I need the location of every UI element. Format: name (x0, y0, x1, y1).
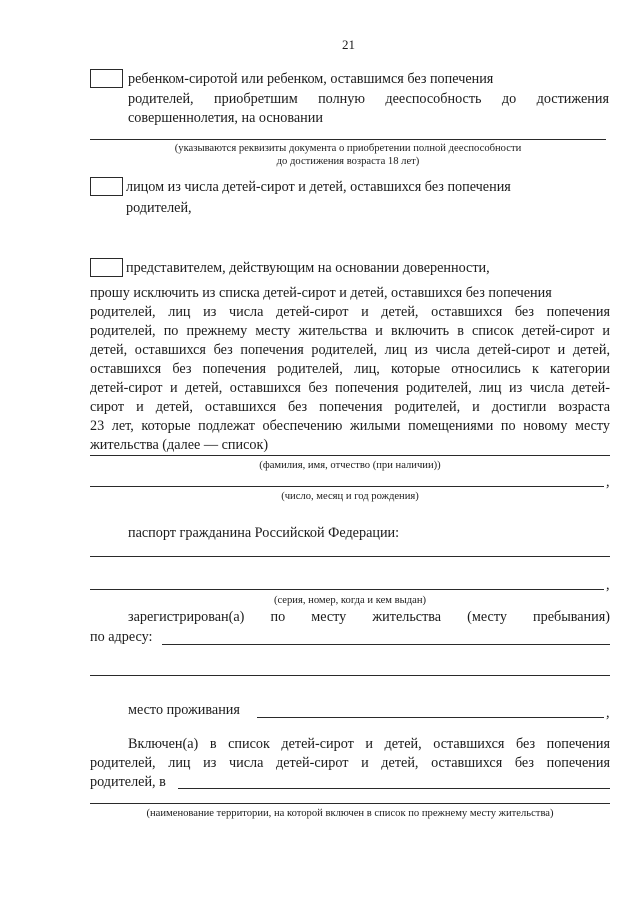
registration-line-1: зарегистрирован(а) по месту жительства (месту пребывания) (128, 609, 610, 625)
request-line-3: родителей, по прежнему месту жительства и включить в список детей-сирот и (90, 323, 610, 339)
birth-date-comma: , (606, 474, 610, 490)
passport-label: паспорт гражданина Российской Федерации: (128, 525, 400, 541)
full-name-field[interactable] (90, 455, 610, 456)
request-line-4: детей, оставшихся без попечения родителей, лиц из числа детей-сирот и детей, (90, 342, 610, 358)
option1-line-3: совершеннолетия, на основании (128, 110, 323, 126)
request-line-9: жительства (далее — список) (90, 437, 269, 453)
passport-field-line-2[interactable] (90, 589, 604, 590)
registration-label: по адресу: (90, 629, 153, 645)
birth-date-caption: (число, месяц и год рождения) (281, 491, 419, 502)
included-line-2: родителей, лиц из числа детей-сирот и детей, оставшихся без попечения (90, 755, 610, 771)
residence-comma: , (606, 705, 610, 721)
option1-checkbox[interactable] (90, 69, 123, 88)
request-line-7: сирот и детей, оставшихся без попечения родителей, и достигли возраста (90, 399, 610, 415)
request-line-5: оставшихся без попечения родителей, лиц, которые относились к категории (90, 361, 610, 377)
territory-caption: (наименование территории, на которой включен в список по прежнему месту жительства) (146, 808, 554, 819)
territory-field-1[interactable] (178, 788, 610, 789)
registration-address-field-1[interactable] (162, 644, 610, 645)
request-line-2: родителей, лиц из числа детей-сирот и детей, оставшихся без попечения (90, 304, 610, 320)
option3-checkbox[interactable] (90, 258, 123, 277)
option1-caption-1: (указываются реквизиты документа о приобретении полной дееспособности (174, 143, 522, 154)
page-number: 21 (342, 37, 355, 52)
full-name-caption: (фамилия, имя, отчество (при наличии)) (259, 460, 441, 471)
option3-line-1: представителем, действующим на основании доверенности, (126, 260, 490, 276)
residence-label: место проживания (128, 702, 240, 718)
option1-line-2: родителей, приобретшим полную дееспособность до достижения (128, 91, 609, 107)
option1-caption-2: до достижения возраста 18 лет) (276, 156, 420, 167)
birth-date-field[interactable] (90, 486, 604, 487)
passport-comma: , (606, 577, 610, 593)
registration-address-field-2[interactable] (90, 675, 610, 676)
option1-document-field[interactable] (90, 139, 606, 140)
option2-line-1: лицом из числа детей-сирот и детей, оставшихся без попечения (126, 179, 511, 195)
option1-line-1: ребенком-сиротой или ребенком, оставшимся без попечения (128, 71, 494, 87)
request-line-6: детей-сирот и детей, оставшихся без попечения родителей, лиц из числа детей- (90, 380, 610, 396)
passport-field-line-1[interactable] (90, 556, 610, 557)
included-line-1: Включен(а) в список детей-сирот и детей, оставшихся без попечения (128, 736, 610, 752)
passport-caption: (серия, номер, когда и кем выдан) (273, 595, 427, 606)
request-line-8: 23 лет, которые подлежат обеспечению жилыми помещениями по новому месту (90, 418, 610, 434)
territory-field-2[interactable] (90, 803, 610, 804)
residence-field[interactable] (257, 717, 604, 718)
request-line-1: прошу исключить из списка детей-сирот и детей, оставшихся без попечения (90, 285, 552, 301)
included-line-3: родителей, в (90, 774, 166, 790)
option2-line-2: родителей, (126, 200, 192, 216)
option2-checkbox[interactable] (90, 177, 123, 196)
